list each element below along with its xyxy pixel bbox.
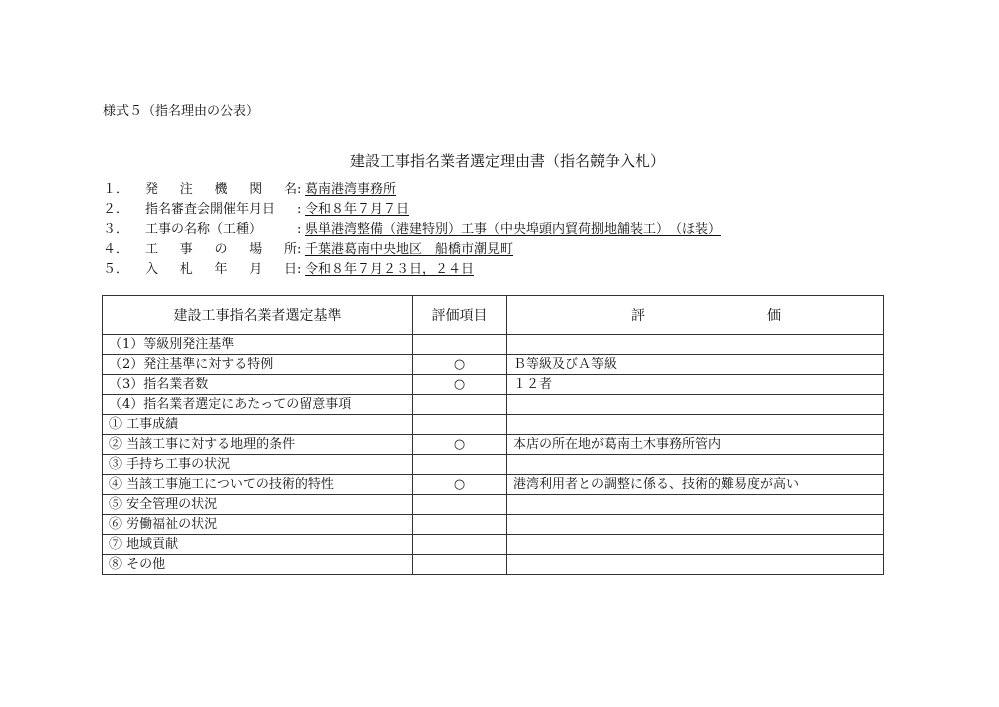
evaluation-mark-cell xyxy=(413,335,507,355)
evaluation-mark-cell: ○ xyxy=(413,475,507,495)
table-row xyxy=(103,375,884,395)
evaluation-cell: 本店の所在地が葛南土木事務所管内 xyxy=(507,435,884,455)
evaluation-mark-cell xyxy=(413,455,507,475)
evaluation-cell: Ｂ等級及びＡ等級 xyxy=(507,355,884,375)
info-row xyxy=(103,241,721,261)
criteria-cell: ④ 当該工事施工についての技術的特性 xyxy=(103,475,413,495)
table-row xyxy=(103,395,884,415)
evaluation-mark-cell: ○ xyxy=(413,435,507,455)
evaluation-cell: １２者 xyxy=(507,375,884,395)
info-value: 千葉港葛南中央地区 船橋市潮見町 xyxy=(305,242,514,257)
info-colon: : xyxy=(297,262,302,277)
info-row xyxy=(103,201,721,221)
info-label-char: 日 xyxy=(283,262,297,277)
evaluation-mark-cell xyxy=(413,415,507,435)
header-evaluation-char-1: 評 xyxy=(631,308,645,324)
info-label xyxy=(145,261,297,279)
evaluation-cell xyxy=(507,495,884,515)
info-row xyxy=(103,181,721,201)
criteria-cell: ⑦ 地域貢献 xyxy=(103,535,413,555)
info-label-char: 所 xyxy=(283,242,297,257)
info-label-char: 場 xyxy=(249,242,263,257)
info-label-char: 関 xyxy=(249,182,263,197)
info-value: 令和８年７月２３日，２４日 xyxy=(305,262,475,277)
evaluation-cell xyxy=(507,415,884,435)
info-colon: : xyxy=(297,222,302,237)
info-number: ４． xyxy=(103,242,130,257)
evaluation-mark-cell xyxy=(413,555,507,575)
evaluation-cell xyxy=(507,515,884,535)
info-colon: : xyxy=(297,242,302,257)
info-label-char: 機 xyxy=(214,182,228,197)
table-row xyxy=(103,555,884,575)
evaluation-mark-cell: ○ xyxy=(413,375,507,395)
criteria-cell: ⑥ 労働福祉の状況 xyxy=(103,515,413,535)
evaluation-cell xyxy=(507,555,884,575)
info-value: 葛南港湾事務所 xyxy=(305,182,397,197)
table-row xyxy=(103,495,884,515)
info-value: 令和８年７月７日 xyxy=(305,202,410,217)
form-label: 様式５（指名理由の公表） xyxy=(103,104,260,119)
evaluation-mark-cell xyxy=(413,495,507,515)
evaluation-cell xyxy=(507,395,884,415)
criteria-cell: ⑧ その他 xyxy=(103,555,413,575)
info-label xyxy=(145,181,297,199)
header-evaluation xyxy=(507,296,884,335)
info-number: ３． xyxy=(103,222,130,237)
evaluation-cell xyxy=(507,535,884,555)
table-row xyxy=(103,435,884,455)
table-row xyxy=(103,475,884,495)
info-colon: : xyxy=(297,182,302,197)
header-item: 評価項目 xyxy=(413,296,507,335)
evaluation-mark-cell xyxy=(413,535,507,555)
evaluation-mark-cell: ○ xyxy=(413,355,507,375)
info-label-char: 注 xyxy=(179,182,193,197)
criteria-cell: （2）発注基準に対する特例 xyxy=(103,355,413,375)
evaluation-cell xyxy=(507,455,884,475)
criteria-cell: ② 当該工事に対する地理的条件 xyxy=(103,435,413,455)
table-header-row xyxy=(103,296,884,335)
table-row xyxy=(103,535,884,555)
info-list xyxy=(103,181,721,281)
info-colon: : xyxy=(297,202,302,217)
table-row xyxy=(103,415,884,435)
info-number: １． xyxy=(103,182,130,197)
evaluation-cell: 港湾利用者との調整に係る、技術的難易度が高い xyxy=(507,475,884,495)
info-label xyxy=(145,241,297,259)
info-label: 工事の名称（工種） xyxy=(145,222,263,237)
table-row xyxy=(103,355,884,375)
info-label-char: 工 xyxy=(145,242,159,257)
info-label-char: の xyxy=(214,242,228,257)
info-number: ５． xyxy=(103,262,130,277)
evaluation-cell xyxy=(507,335,884,355)
header-criteria: 建設工事指名業者選定基準 xyxy=(103,296,413,335)
evaluation-mark-cell xyxy=(413,395,507,415)
table-row xyxy=(103,455,884,475)
criteria-cell: （3）指名業者数 xyxy=(103,375,413,395)
info-label-char: 名 xyxy=(283,182,297,197)
header-evaluation-char-2: 価 xyxy=(767,308,781,324)
criteria-table xyxy=(102,295,884,575)
info-row xyxy=(103,221,721,241)
info-number: ２． xyxy=(103,202,130,217)
criteria-cell: ① 工事成績 xyxy=(103,415,413,435)
info-label-char: 札 xyxy=(179,262,193,277)
info-label-char: 事 xyxy=(179,242,193,257)
table-row xyxy=(103,335,884,355)
criteria-cell: ⑤ 安全管理の状況 xyxy=(103,495,413,515)
criteria-cell: ③ 手持ち工事の状況 xyxy=(103,455,413,475)
info-label-char: 入 xyxy=(145,262,159,277)
evaluation-mark-cell xyxy=(413,515,507,535)
info-label-char: 発 xyxy=(145,182,159,197)
info-row xyxy=(103,261,721,281)
criteria-body xyxy=(103,335,884,575)
table-row xyxy=(103,515,884,535)
info-label: 指名審査会開催年月日 xyxy=(145,202,276,217)
info-label-char: 年 xyxy=(214,262,228,277)
info-label-char: 月 xyxy=(249,262,263,277)
criteria-cell: （4）指名業者選定にあたっての留意事項 xyxy=(103,395,413,415)
criteria-cell: （1）等級別発注基準 xyxy=(103,335,413,355)
info-value: 県単港湾整備（港建特別）工事（中央埠頭内貿荷捌地舗装工） （ほ装） xyxy=(305,222,722,237)
document-title: 建設工事指名業者選定理由書（指名競争入札） xyxy=(350,152,666,170)
